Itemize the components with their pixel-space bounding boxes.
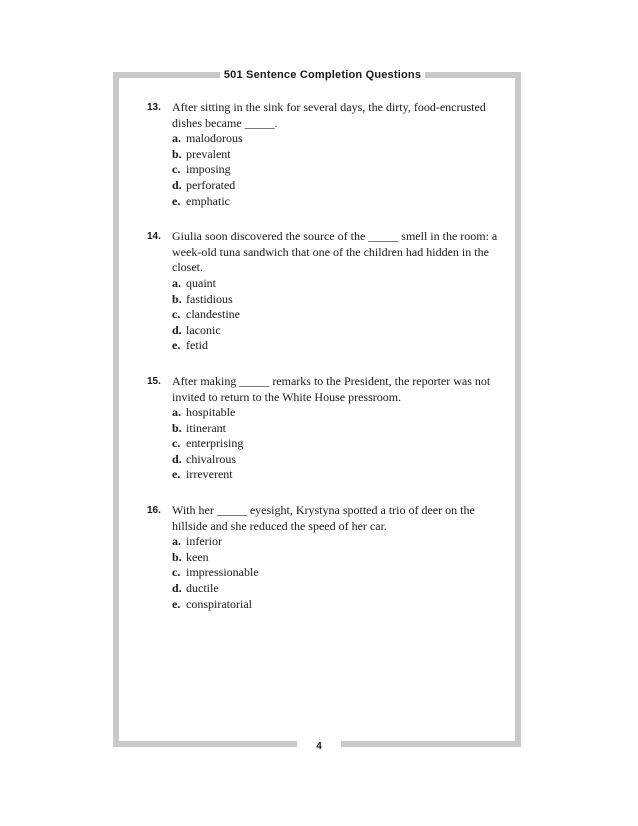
question-text: Giulia soon discovered the source of the _____ smell in the room: a week-old tuna sandwich that one of the children had hidden in the closet. <box>172 229 498 275</box>
answer-choice <box>172 467 517 483</box>
answer-choice <box>172 162 517 178</box>
answer-choice <box>172 178 517 194</box>
choice-text: conspiratorial <box>186 596 252 611</box>
answer-choice <box>172 131 517 147</box>
question-number: 15. <box>147 375 161 387</box>
question-number: 16. <box>147 505 161 517</box>
answer-choices <box>172 405 517 483</box>
question-number: 14. <box>147 231 161 243</box>
choice-letter: c. <box>172 307 181 322</box>
choice-letter: e. <box>172 338 181 353</box>
answer-choice <box>172 323 517 339</box>
choice-letter: b. <box>172 420 182 435</box>
answer-choices <box>172 276 517 354</box>
question-13 <box>147 100 517 209</box>
question-number: 13. <box>147 102 161 113</box>
choice-letter: d. <box>172 451 182 466</box>
choice-text: inferior <box>186 534 222 549</box>
answer-choice <box>172 292 517 308</box>
choice-text: keen <box>186 549 209 564</box>
choice-letter: d. <box>172 581 182 596</box>
answer-choice <box>172 338 517 354</box>
answer-choices <box>172 534 517 612</box>
choice-text: prevalent <box>186 146 231 161</box>
choice-text: clandestine <box>186 307 240 322</box>
question-text: After making _____ remarks to the President, the reporter was not invited to return to the White House pressroom. <box>172 373 491 404</box>
choice-text: impressionable <box>186 565 259 580</box>
choice-letter: a. <box>172 534 181 549</box>
question-15 <box>147 374 517 483</box>
choice-text: malodorous <box>186 131 243 146</box>
choice-text: hospitable <box>186 405 236 420</box>
question-text: With her _____ eyesight, Krystyna spotted a trio of deer on the hillside and she reduced the speed of her car. <box>172 503 475 533</box>
answer-choice <box>172 405 517 421</box>
choice-letter: e. <box>172 193 181 208</box>
answer-choice <box>172 581 517 597</box>
answer-choice <box>172 565 517 581</box>
answer-choice <box>172 597 517 613</box>
answer-choice <box>172 421 517 437</box>
question-14 <box>147 229 517 354</box>
choice-text: perforated <box>186 177 236 192</box>
answer-choice <box>172 276 517 292</box>
choice-text: chivalrous <box>186 451 236 466</box>
choice-text: laconic <box>186 322 221 337</box>
answer-choice <box>172 550 517 566</box>
question-16 <box>147 503 517 612</box>
choice-letter: a. <box>172 275 181 290</box>
question-text: After sitting in the sink for several days, the dirty, food-encrusted dishes became _____. <box>172 100 486 130</box>
choice-text: emphatic <box>186 193 230 208</box>
choice-text: irreverent <box>186 467 233 482</box>
choice-letter: c. <box>172 565 181 580</box>
choice-letter: a. <box>172 131 181 146</box>
choice-letter: a. <box>172 405 181 420</box>
choice-letter: b. <box>172 146 182 161</box>
choice-letter: c. <box>172 436 181 451</box>
choice-text: itinerant <box>186 420 226 435</box>
answer-choice <box>172 452 517 468</box>
question-list <box>147 100 517 632</box>
page-header: 501 Sentence Completion Questions <box>220 65 425 85</box>
answer-choice <box>172 147 517 163</box>
choice-text: imposing <box>186 162 231 177</box>
choice-letter: e. <box>172 596 181 611</box>
choice-letter: b. <box>172 291 182 306</box>
answer-choices <box>172 131 517 209</box>
answer-choice <box>172 194 517 210</box>
choice-text: enterprising <box>186 436 244 451</box>
answer-choice <box>172 534 517 550</box>
choice-text: fastidious <box>186 291 233 306</box>
choice-text: quaint <box>186 275 216 290</box>
choice-letter: e. <box>172 467 181 482</box>
answer-choice <box>172 436 517 452</box>
choice-text: fetid <box>186 338 208 353</box>
choice-letter: c. <box>172 162 181 177</box>
page-number: 4 <box>297 737 341 757</box>
choice-text: ductile <box>186 581 219 596</box>
answer-choice <box>172 307 517 323</box>
choice-letter: b. <box>172 549 182 564</box>
choice-letter: d. <box>172 322 182 337</box>
choice-letter: d. <box>172 177 182 192</box>
